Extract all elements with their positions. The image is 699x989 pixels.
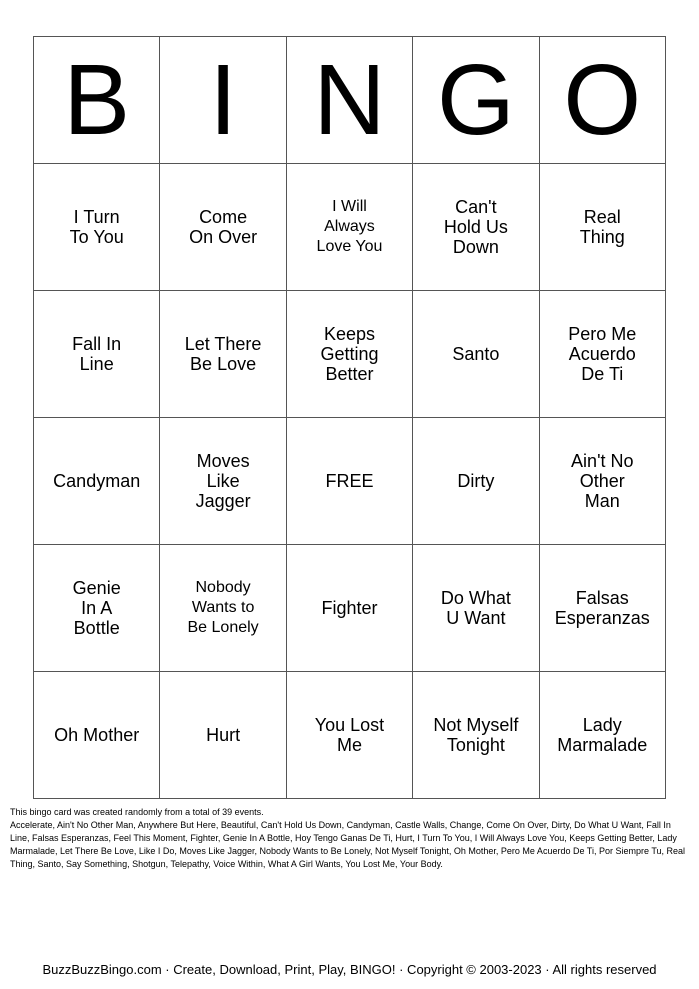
header-letter-b: B: [34, 37, 160, 164]
cell-text: Can't Hold Us Down: [443, 197, 508, 257]
cell-text: Not Myself Tonight: [433, 715, 519, 755]
bingo-cell: [413, 291, 539, 418]
cell-text: Pero Me Acuerdo De Ti: [568, 324, 637, 384]
header-letter-o: O: [539, 37, 665, 164]
bingo-row: [34, 545, 666, 672]
cell-text: Lady Marmalade: [557, 715, 648, 755]
cell-text: Oh Mother: [54, 725, 140, 745]
header-letter-i: I: [160, 37, 286, 164]
bingo-cell: [160, 291, 286, 418]
bingo-card: [33, 36, 666, 799]
bingo-cell: [34, 291, 160, 418]
bingo-cell: [413, 545, 539, 672]
bingo-cell: [539, 291, 665, 418]
bingo-row: [34, 418, 666, 545]
bingo-row: [34, 672, 666, 799]
bingo-header-row: [34, 37, 666, 164]
info-summary: This bingo card was created randomly from a total of 39 events.: [10, 807, 264, 817]
bingo-cell: [160, 164, 286, 291]
bingo-row: [34, 291, 666, 418]
bingo-cell: [286, 545, 412, 672]
cell-text: Genie In A Bottle: [72, 578, 121, 638]
cell-text: I Turn To You: [69, 207, 124, 247]
info-event-list: Accelerate, Ain't No Other Man, Anywhere But Here, Beautiful, Can't Hold Us Down, Candyman, Castle Walls, Change, Come On Over, Dirty, Do What U Want, Fall In Line, Falsas Esperanzas, Feel This Moment, Fighter, Genie In A Bottle, Hoy Tengo Ganas De Ti, Hurt, I Turn To You, I Will Always Love You, Keeps Getting Better, Lady Marmalade, Let There Be Love, Like I Do, Moves Like Jagger, Nobody Wants to Be Lonely, Not Myself Tonight, Oh Mother, Pero Me Acuerdo De Ti, Por Siempre Tu, Real Thing, Santo, Say Something, Shotgun, Telepathy, Voice Within, What A Girl Wants, You Lost Me, Your Body.: [10, 820, 685, 869]
cell-text: Fighter: [321, 598, 378, 618]
bingo-cell: [34, 418, 160, 545]
cell-text: Keeps Getting Better: [320, 324, 379, 384]
bingo-cell: [286, 672, 412, 799]
cell-text: Do What U Want: [440, 588, 511, 628]
footer-copyright: BuzzBuzzBingo.com · Create, Download, Print, Play, BINGO! · Copyright © 2003-2023 · All rights reserved: [42, 962, 657, 977]
cell-text: Candyman: [53, 471, 141, 491]
bingo-cell: [34, 545, 160, 672]
cell-text: Moves Like Jagger: [195, 451, 251, 511]
bingo-cell: [34, 672, 160, 799]
bingo-cell: [413, 164, 539, 291]
cell-text: Come On Over: [189, 207, 258, 247]
cell-text: Hurt: [206, 725, 241, 745]
bingo-cell: [413, 418, 539, 545]
bingo-cell: [160, 545, 286, 672]
cell-text: Fall In Line: [72, 334, 122, 374]
cell-text: Real Thing: [579, 207, 625, 247]
header-letter-n: N: [286, 37, 412, 164]
bingo-cell: [34, 164, 160, 291]
cell-text: Let There Be Love: [184, 334, 262, 374]
cell-text: I Will Always Love You: [316, 198, 383, 255]
bingo-cell: [539, 164, 665, 291]
cell-text: Santo: [452, 344, 500, 364]
bingo-cell: [539, 418, 665, 545]
bingo-cell: [286, 164, 412, 291]
header-letter-g: G: [413, 37, 539, 164]
bingo-cell: [539, 545, 665, 672]
cell-text: Nobody Wants to Be Lonely: [187, 579, 259, 636]
bingo-cell: [160, 418, 286, 545]
bingo-cell: [286, 291, 412, 418]
cell-text: Falsas Esperanzas: [554, 588, 650, 628]
card-info: [10, 806, 690, 871]
cell-text: You Lost Me: [314, 715, 385, 755]
bingo-row: [34, 164, 666, 291]
bingo-cell: [160, 672, 286, 799]
cell-text: Ain't No Other Man: [571, 451, 634, 511]
bingo-cell: [539, 672, 665, 799]
cell-text: FREE: [325, 471, 374, 491]
cell-text: Dirty: [457, 471, 495, 491]
free-space-cell: [286, 418, 412, 545]
bingo-cell: [413, 672, 539, 799]
